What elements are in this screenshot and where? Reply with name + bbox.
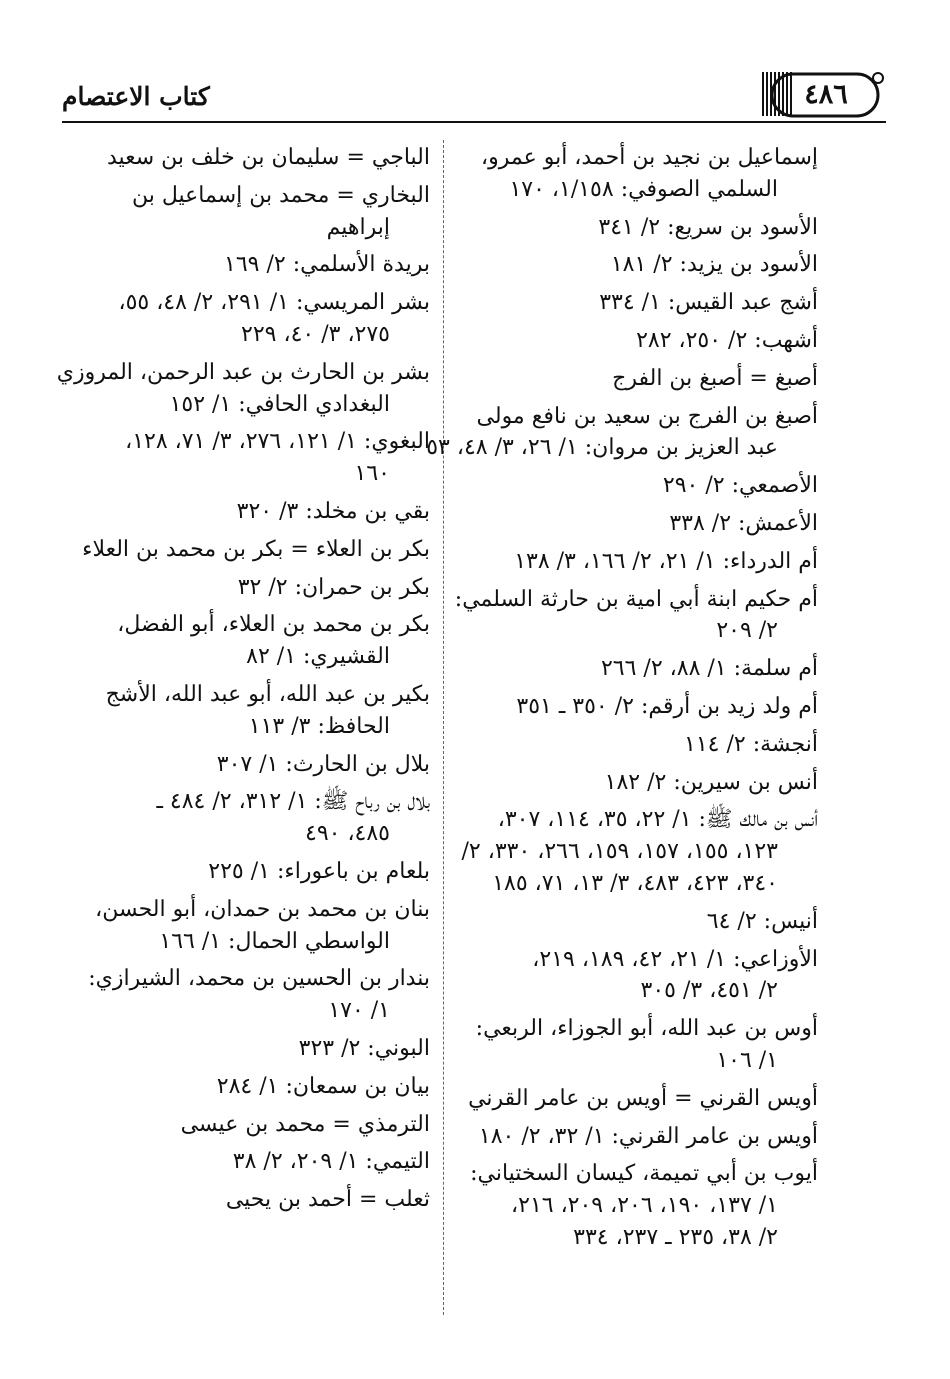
column-divider (443, 140, 444, 1315)
entry-line: أم سلمة: ١/ ٨٨، ٢/ ٢٦٦ (600, 656, 818, 682)
index-entry (447, 142, 818, 206)
index-entry (447, 653, 818, 685)
entry-line: الأصمعي: ٢/ ٢٩٠ (662, 473, 818, 499)
page-header (62, 60, 886, 120)
index-entry (426, 401, 818, 465)
index-entry (447, 804, 818, 899)
index-entry (54, 426, 430, 490)
index-entry (54, 894, 430, 958)
page-number: ٤٨٦ (804, 79, 848, 110)
entry-line: بندار بن الحسين بن محمد، الشيرازي: (88, 966, 430, 992)
entry-line: التيمي: ١/ ٢٠٩، ٢/ ٣٨ (232, 1149, 430, 1175)
entry-line: بكير بن عبد الله، أبو عبد الله، الأشج (105, 681, 430, 707)
entry-line: أنجشة: ٢/ ١١٤ (684, 731, 818, 757)
index-entry (447, 470, 818, 502)
index-entry (54, 142, 430, 174)
index-column-right (426, 142, 818, 1260)
entry-line: بيان بن سمعان: ١/ ٢٨٤ (216, 1073, 430, 1099)
entry-continuation-line: ١٦٠ (354, 461, 390, 487)
entry-line: البخاري = محمد بن إسماعيل بن (132, 182, 430, 208)
entry-line: البغوي: ١/ ١٢١، ٢٧٦، ٣/ ٧١، ١٢٨، (125, 429, 430, 455)
header-rule (62, 121, 886, 123)
entry-line: أم حكيم ابنة أبي امية بن حارثة السلمي: (454, 586, 818, 612)
entry-continuation-line: إبراهيم (326, 214, 390, 240)
index-entry (54, 1033, 430, 1065)
book-title: كتاب الاعتصام (62, 82, 210, 111)
entry-line: الأسود بن يزيد: ٢/ ١٨١ (610, 252, 818, 278)
entry-line: الأسود بن سريع: ٢/ ٣٤١ (598, 214, 818, 240)
entry-line: أصبغ بن الفرج بن سعيد بن نافع مولى (476, 403, 818, 429)
entry-line: بكر بن محمد بن العلاء، أبو الفضل، (117, 612, 430, 638)
index-entry (447, 767, 818, 799)
entry-continuation-line: السلمي الصوفي: ١/١٥٨، ١٧٠ (509, 176, 778, 202)
entry-line: أوس بن عبد الله، أبو الجوزاء، الربعي: (475, 1016, 818, 1042)
index-entry (447, 691, 818, 723)
index-entry (447, 1013, 818, 1077)
entry-line: بقي بن مخلد: ٣/ ٣٢٠ (236, 498, 430, 524)
entry-continuation-line: القشيري: ١/ ٨٢ (246, 644, 390, 670)
entry-line: أيوب بن أبي تميمة، كيسان السختياني: (470, 1161, 818, 1187)
entry-line: الأعمش: ٢/ ٣٣٨ (669, 510, 818, 536)
entry-line: أشهب: ٢/ ٢٥٠، ٢٨٢ (636, 327, 818, 353)
index-entry (447, 1158, 818, 1253)
index-entry (54, 572, 430, 604)
index-entry (54, 357, 430, 421)
index-entry (447, 212, 818, 244)
entry-continuation-line: ١/ ١٣٧، ١٩٠، ٢٠٦، ٢٠٩، ٢١٦، (511, 1193, 778, 1219)
index-column-left (54, 142, 430, 1222)
entry-line: أنس بن مالك ﷺ: ١/ ٢٢، ٣٥، ١١٤، ٣٠٧، (497, 807, 818, 833)
entry-continuation-line: ٢/ ٣٨، ٢٣٥ ـ ٢٣٧، ٣٣٤ (573, 1224, 778, 1250)
entry-line: بكر بن حمران: ٢/ ٣٢ (237, 574, 430, 600)
index-entry (54, 1146, 430, 1178)
entry-line: بشر بن الحارث بن عبد الرحمن، المروزي (56, 359, 430, 385)
entry-line: أشج عبد القيس: ١/ ٣٣٤ (599, 290, 818, 316)
index-entry (447, 584, 818, 648)
index-entry (54, 963, 430, 1027)
entry-continuation-line: ١٢٣، ١٥٥، ١٥٧، ١٥٩، ٢٦٦، ٣٣٠، ٢/ (461, 839, 778, 865)
entry-continuation-line: البغدادي الحافي: ١/ ١٥٢ (169, 391, 390, 417)
entry-line: الباجي = سليمان بن خلف بن سعيد (106, 145, 430, 170)
index-entry (54, 287, 430, 351)
index-entry (54, 249, 430, 281)
index-entry (54, 856, 430, 888)
index-entry (54, 1071, 430, 1103)
index-entry (54, 1184, 430, 1216)
entry-continuation-line: ١/ ١٧٠ (328, 998, 390, 1024)
entry-continuation-line: الواسطي الحمال: ١/ ١٦٦ (159, 928, 390, 954)
entry-line: أويس بن عامر القرني: ١/ ٣٢، ٢/ ١٨٠ (478, 1123, 818, 1149)
index-entry (54, 180, 430, 244)
entry-line: بنان بن محمد بن حمدان، أبو الحسن، (95, 896, 430, 922)
entry-continuation-line: ٢٧٥، ٣/ ٤٠، ٢٢٩ (241, 321, 390, 347)
entry-continuation-line: ٢/ ٤٥١، ٣/ ٣٠٥ (640, 978, 778, 1004)
entry-line: أويس القرني = أويس بن عامر القرني (468, 1085, 818, 1111)
entry-line: أصبغ = أصبغ بن الفرج (612, 365, 818, 391)
index-entry (447, 1083, 818, 1115)
entry-continuation-line: عبد العزيز بن مروان: ١/ ٢٦، ٣/ ٤٨، ٥٣ (426, 435, 778, 461)
index-entry (447, 508, 818, 540)
entry-line: إسماعيل بن نجيد بن أحمد، أبو عمرو، (481, 145, 818, 170)
entry-line: بكر بن العلاء = بكر بن محمد بن العلاء (82, 536, 430, 562)
entry-continuation-line: ٤٨٥، ٤٩٠ (305, 821, 390, 847)
index-entry (447, 1121, 818, 1153)
entry-line: الأوزاعي: ١/ ٢١، ٤٢، ١٨٩، ٢١٩، (532, 946, 818, 972)
entry-line: بشر المريسي: ١/ ٢٩١، ٢/ ٤٨، ٥٥، (118, 290, 430, 316)
index-entry (54, 679, 430, 743)
entry-continuation-line: ١/ ١٠٦ (716, 1047, 778, 1073)
index-entry (54, 609, 430, 673)
index-entry (54, 534, 430, 566)
entry-line: الترمذي = محمد بن عيسى (180, 1111, 430, 1137)
entry-continuation-line: ٣٤٠، ٤٢٣، ٤٨٣، ٣/ ١٣، ٧١، ١٨٥ (492, 870, 778, 896)
index-entry (54, 496, 430, 528)
index-entry (447, 944, 818, 1008)
entry-line: أنس بن سيرين: ٢/ ١٨٢ (604, 769, 818, 795)
index-entry (447, 249, 818, 281)
index-entry (447, 325, 818, 357)
entry-line: بلال بن رباح ﷺ: ١/ ٣١٢، ٢/ ٤٨٤ ـ (156, 789, 430, 815)
entry-continuation-line: الحافظ: ٣/ ١١٣ (248, 713, 390, 739)
entry-line: أم الدرداء: ١/ ٢١، ٢/ ١٦٦، ٣/ ١٣٨ (514, 548, 818, 574)
index-entry (54, 786, 430, 850)
index-entry (447, 729, 818, 761)
index-entry (447, 287, 818, 319)
entry-line: أم ولد زيد بن أرقم: ٢/ ٣٥٠ ـ ٣٥١ (516, 693, 818, 719)
entry-line: بلعام بن باعوراء: ١/ ٢٢٥ (208, 858, 430, 884)
entry-continuation-line: ٢/ ٢٠٩ (716, 618, 778, 644)
index-entry (447, 906, 818, 938)
page-number-frame (766, 70, 886, 120)
entry-line: البوني: ٢/ ٣٢٣ (298, 1035, 430, 1061)
index-entry (54, 1109, 430, 1141)
index-entry (447, 363, 818, 395)
entry-line: بريدة الأسلمي: ٢/ ١٦٩ (224, 252, 430, 278)
entry-line: أنيس: ٢/ ٦٤ (706, 908, 818, 934)
entry-line: ثعلب = أحمد بن يحيى (225, 1187, 430, 1213)
index-entry (54, 749, 430, 781)
index-entry (447, 546, 818, 578)
entry-line: بلال بن الحارث: ١/ ٣٠٧ (216, 751, 430, 777)
